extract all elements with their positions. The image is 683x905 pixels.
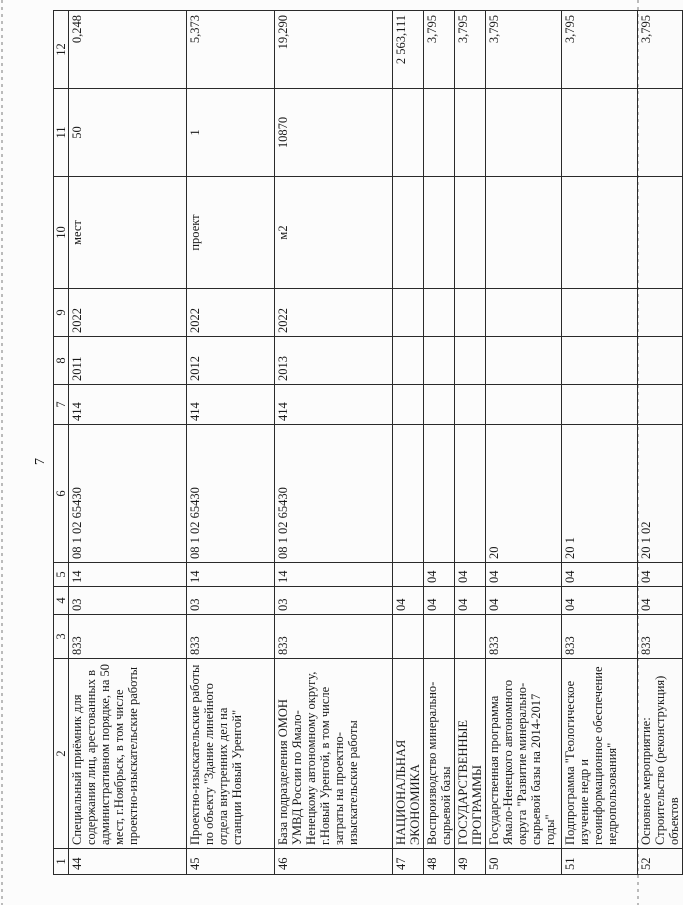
cell-col-12: 19,290 bbox=[275, 11, 393, 89]
cell-col-6: 08 1 02 65430 bbox=[69, 425, 187, 563]
cell-col-4: 03 bbox=[187, 587, 275, 615]
cell-col-7 bbox=[562, 385, 638, 425]
cell-col-1: 47 bbox=[393, 849, 424, 875]
cell-col-7 bbox=[486, 385, 562, 425]
cell-col-9: 2022 bbox=[275, 289, 393, 337]
table-row bbox=[638, 11, 683, 875]
cell-col-12: 3,795 bbox=[562, 11, 638, 89]
cell-col-9 bbox=[638, 289, 683, 337]
cell-col-2: Подпрограмма "Геологическое изучение недр и геоинформационное обеспечение недропользования" bbox=[562, 659, 638, 849]
cell-col-2: Воспроизводство минерально-сырьевой базы bbox=[424, 659, 455, 849]
cell-col-4: 04 bbox=[393, 587, 424, 615]
cell-col-4: 03 bbox=[275, 587, 393, 615]
cell-col-7 bbox=[455, 385, 486, 425]
cell-col-11: 10870 bbox=[275, 89, 393, 177]
cell-col-4: 04 bbox=[562, 587, 638, 615]
cell-col-2: Основное мероприятие: Строительство (реконструкция) объектов bbox=[638, 659, 683, 849]
cell-col-2: Проектно-изыскательские работы по объекту "Здание линейного отдела внутренних дел на станции Новый Уренгой" bbox=[187, 659, 275, 849]
cell-col-11 bbox=[638, 89, 683, 177]
column-number-row bbox=[54, 11, 69, 875]
cell-col-8 bbox=[562, 337, 638, 385]
table-row bbox=[455, 11, 486, 875]
cell-col-3: 833 bbox=[486, 615, 562, 659]
cell-col-4: 04 bbox=[638, 587, 683, 615]
cell-col-11 bbox=[393, 89, 424, 177]
column-number-1: 1 bbox=[54, 849, 69, 875]
cell-col-7 bbox=[393, 385, 424, 425]
page-number: 7 bbox=[33, 458, 48, 465]
cell-col-5: 04 bbox=[486, 563, 562, 587]
cell-col-7: 414 bbox=[275, 385, 393, 425]
cell-col-10 bbox=[638, 177, 683, 289]
cell-col-6: 08 1 02 65430 bbox=[187, 425, 275, 563]
cell-col-10 bbox=[455, 177, 486, 289]
cell-col-5: 14 bbox=[69, 563, 187, 587]
cell-col-2: ГОСУДАРСТВЕННЫЕ ПРОГРАММЫ bbox=[455, 659, 486, 849]
column-number-2: 2 bbox=[54, 659, 69, 849]
cell-col-11 bbox=[455, 89, 486, 177]
cell-col-1: 49 bbox=[455, 849, 486, 875]
cell-col-3 bbox=[393, 615, 424, 659]
cell-col-8 bbox=[393, 337, 424, 385]
cell-col-1: 44 bbox=[69, 849, 187, 875]
column-number-11: 11 bbox=[54, 89, 69, 177]
cell-col-7: 414 bbox=[69, 385, 187, 425]
cell-col-5: 04 bbox=[638, 563, 683, 587]
cell-col-2: База подразделения ОМОН УМВД России по Ямало-Ненецкому автономному округу, г.Новый Уренгой, в том числе затраты на проектно-изыскательские работы bbox=[275, 659, 393, 849]
table-row bbox=[275, 11, 393, 875]
cell-col-6 bbox=[424, 425, 455, 563]
cell-col-3: 833 bbox=[562, 615, 638, 659]
cell-col-5: 04 bbox=[424, 563, 455, 587]
cell-col-6: 20 bbox=[486, 425, 562, 563]
column-number-3: 3 bbox=[54, 615, 69, 659]
cell-col-3: 833 bbox=[187, 615, 275, 659]
cell-col-6: 20 1 02 bbox=[638, 425, 683, 563]
column-number-6: 6 bbox=[54, 425, 69, 563]
cell-col-9 bbox=[424, 289, 455, 337]
cell-col-10 bbox=[393, 177, 424, 289]
cell-col-3: 833 bbox=[69, 615, 187, 659]
cell-col-12: 5,373 bbox=[187, 11, 275, 89]
column-number-8: 8 bbox=[54, 337, 69, 385]
cell-col-4: 04 bbox=[455, 587, 486, 615]
cell-col-12: 3,795 bbox=[455, 11, 486, 89]
cell-col-1: 45 bbox=[187, 849, 275, 875]
cell-col-8 bbox=[455, 337, 486, 385]
table-row bbox=[424, 11, 455, 875]
cell-col-10: проект bbox=[187, 177, 275, 289]
cell-col-12: 0,248 bbox=[69, 11, 187, 89]
table-row bbox=[486, 11, 562, 875]
cell-col-7: 414 bbox=[187, 385, 275, 425]
cell-col-1: 50 bbox=[486, 849, 562, 875]
rotated-sheet bbox=[31, 15, 681, 875]
cell-col-9 bbox=[486, 289, 562, 337]
cell-col-4: 03 bbox=[69, 587, 187, 615]
cell-col-8 bbox=[424, 337, 455, 385]
table-row bbox=[69, 11, 187, 875]
cell-col-2: НАЦИОНАЛЬНАЯ ЭКОНОМИКА bbox=[393, 659, 424, 849]
cell-col-6 bbox=[393, 425, 424, 563]
cell-col-12: 3,795 bbox=[486, 11, 562, 89]
cell-col-9 bbox=[393, 289, 424, 337]
column-number-5: 5 bbox=[54, 563, 69, 587]
cell-col-1: 51 bbox=[562, 849, 638, 875]
cell-col-3 bbox=[455, 615, 486, 659]
cell-col-1: 46 bbox=[275, 849, 393, 875]
cell-col-8 bbox=[486, 337, 562, 385]
cell-col-7 bbox=[424, 385, 455, 425]
cell-col-9 bbox=[455, 289, 486, 337]
cell-col-5: 04 bbox=[455, 563, 486, 587]
cell-col-3: 833 bbox=[275, 615, 393, 659]
cell-col-6 bbox=[455, 425, 486, 563]
cell-col-10 bbox=[562, 177, 638, 289]
cell-col-4: 04 bbox=[486, 587, 562, 615]
cell-col-8 bbox=[638, 337, 683, 385]
cell-col-11: 1 bbox=[187, 89, 275, 177]
cell-col-11: 50 bbox=[69, 89, 187, 177]
cell-col-4: 04 bbox=[424, 587, 455, 615]
cell-col-6: 20 1 bbox=[562, 425, 638, 563]
cell-col-12: 2 563,111 bbox=[393, 11, 424, 89]
column-number-9: 9 bbox=[54, 289, 69, 337]
scan-edge-left bbox=[1, 0, 3, 905]
cell-col-2: Специальный приёмник для содержания лиц, арестованных в административном порядке, на 50 мест, г.Ноябрьск, в том числе проектно-изыскательские работы bbox=[69, 659, 187, 849]
cell-col-9 bbox=[562, 289, 638, 337]
cell-col-10 bbox=[424, 177, 455, 289]
cell-col-9: 2022 bbox=[69, 289, 187, 337]
cell-col-3 bbox=[424, 615, 455, 659]
column-number-4: 4 bbox=[54, 587, 69, 615]
column-number-10: 10 bbox=[54, 177, 69, 289]
table-row bbox=[562, 11, 638, 875]
cell-col-5: 04 bbox=[562, 563, 638, 587]
cell-col-9: 2022 bbox=[187, 289, 275, 337]
cell-col-12: 3,795 bbox=[424, 11, 455, 89]
cell-col-8: 2012 bbox=[187, 337, 275, 385]
column-number-12: 12 bbox=[54, 11, 69, 89]
cell-col-2: Государственная программа Ямало-Ненецкого автономного округа "Развитие минерально-сырьевой базы на 2014-2017 годы" bbox=[486, 659, 562, 849]
cell-col-11 bbox=[424, 89, 455, 177]
cell-col-1: 48 bbox=[424, 849, 455, 875]
cell-col-10: м2 bbox=[275, 177, 393, 289]
cell-col-6: 08 1 02 65430 bbox=[275, 425, 393, 563]
cell-col-11 bbox=[486, 89, 562, 177]
cell-col-10 bbox=[486, 177, 562, 289]
cell-col-1: 52 bbox=[638, 849, 683, 875]
cell-col-11 bbox=[562, 89, 638, 177]
cell-col-5 bbox=[393, 563, 424, 587]
cell-col-10: мест bbox=[69, 177, 187, 289]
cell-col-12: 3,795 bbox=[638, 11, 683, 89]
cell-col-7 bbox=[638, 385, 683, 425]
table-row bbox=[393, 11, 424, 875]
table-body bbox=[54, 11, 683, 875]
cell-col-5: 14 bbox=[187, 563, 275, 587]
budget-table bbox=[53, 10, 683, 875]
cell-col-8: 2013 bbox=[275, 337, 393, 385]
cell-col-8: 2011 bbox=[69, 337, 187, 385]
cell-col-5: 14 bbox=[275, 563, 393, 587]
table-row bbox=[187, 11, 275, 875]
column-number-7: 7 bbox=[54, 385, 69, 425]
cell-col-3: 833 bbox=[638, 615, 683, 659]
